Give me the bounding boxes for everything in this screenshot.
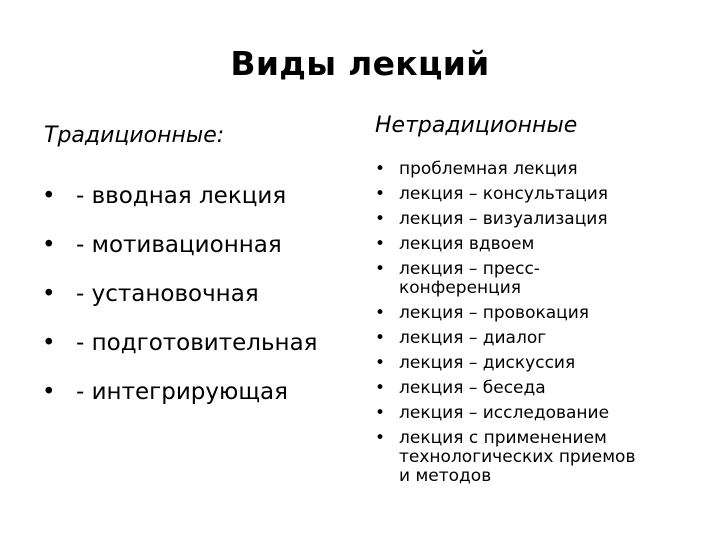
list-item-text: проблемная лекция [399,159,578,179]
list-item-text: - вводная лекция [76,183,287,209]
bullet-icon: • [375,403,386,423]
traditional-list [42,176,318,421]
bullet-icon: • [375,353,386,373]
slide-title: Виды лекций [230,44,490,83]
list-item [42,225,318,274]
list-item-text: лекция – диалог [399,328,547,348]
list-item-text: лекция – беседа [399,378,546,398]
bullet-icon: • [375,303,386,323]
list-item [375,304,709,323]
list-item [42,372,318,421]
bullet-icon: • [42,232,56,258]
list-item-text: лекция с применением технологических приемов и методов [399,428,636,486]
nontraditional-list [375,160,709,492]
list-item [375,235,709,254]
list-item-text: лекция – дискуссия [399,353,576,373]
list-item [375,379,709,398]
list-item [42,176,318,225]
list-item [375,354,709,373]
bullet-icon: • [375,428,386,448]
bullet-icon: • [42,379,56,405]
list-item [375,260,709,298]
list-item-text: лекция – визуализация [399,209,608,229]
list-item-text: - установочная [76,281,259,307]
bullet-icon: • [375,378,386,398]
bullet-icon: • [375,209,386,229]
list-item [375,429,709,486]
list-item [375,185,709,204]
list-item-text: - мотивационная [76,232,282,258]
list-item-text: лекция – консультация [399,184,608,204]
bullet-icon: • [42,330,56,356]
traditional-heading: Традиционные: [44,123,225,148]
list-item [42,323,318,372]
bullet-icon: • [375,234,386,254]
list-item [42,274,318,323]
nontraditional-heading: Нетрадиционные [375,113,578,138]
bullet-icon: • [375,328,386,348]
bullet-icon: • [375,259,386,279]
list-item-text: - интегрирующая [76,379,288,405]
list-item-text: лекция – провокация [399,303,590,323]
list-item [375,329,709,348]
list-item [375,160,709,179]
list-item-text: - подготовительная [76,330,318,356]
bullet-icon: • [375,159,386,179]
list-item-text: лекция вдвоем [399,234,535,254]
list-item [375,210,709,229]
list-item-text: лекция – пресс- конференция [399,259,540,298]
list-item-text: лекция – исследование [399,403,610,423]
bullet-icon: • [42,183,56,209]
bullet-icon: • [375,184,386,204]
list-item [375,404,709,423]
bullet-icon: • [42,281,56,307]
